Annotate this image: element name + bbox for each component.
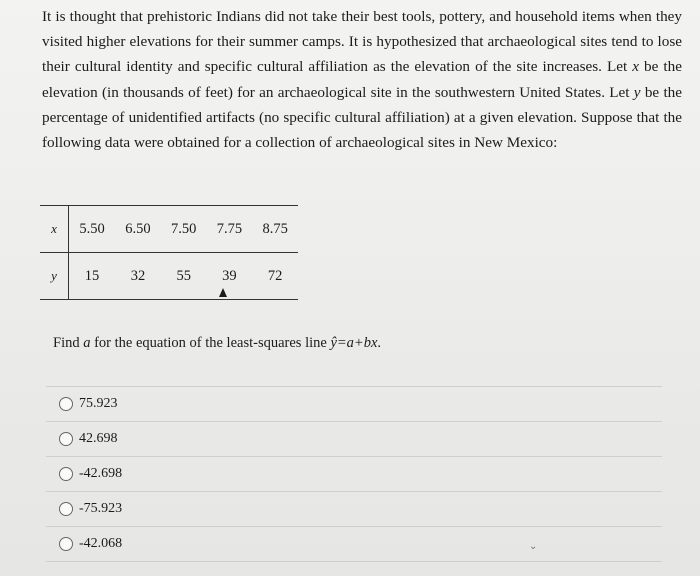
question-prefix: Find: [53, 335, 84, 351]
mouse-cursor-icon: [219, 288, 227, 297]
table-row-y: [40, 253, 298, 300]
data-table: [40, 205, 298, 300]
intro-part-1: It is thought that prehistoric Indians did not take their best tools, pottery, and household items when they visited higher elevations for their summer camps. It is hypothesized that archaeological sites tend to lose their cultural identity and specific cultural affiliation as the elevation of the site increases. Let: [42, 8, 682, 76]
var-x: x: [632, 58, 640, 76]
answer-option[interactable]: [46, 492, 662, 527]
answer-option-label: 75.923: [79, 396, 118, 411]
x-value: 7.75: [207, 206, 253, 253]
answer-option-label: -42.698: [79, 466, 123, 481]
answer-option[interactable]: [46, 422, 662, 457]
radio-button-icon[interactable]: [59, 467, 73, 481]
radio-button-icon[interactable]: [59, 397, 73, 411]
table-row-x: [40, 206, 298, 253]
var-a: a: [83, 335, 91, 351]
x-value: 8.75: [252, 206, 298, 253]
row-header-x: x: [40, 206, 69, 253]
x-value: 6.50: [115, 206, 161, 253]
question-middle: for the equation of the least-squares line: [90, 335, 331, 351]
problem-statement: [42, 4, 682, 155]
x-value: 7.50: [161, 206, 207, 253]
answer-option-label: -42.068: [79, 536, 123, 551]
radio-button-icon[interactable]: [59, 432, 73, 446]
radio-button-icon[interactable]: [59, 537, 73, 551]
regression-equation: ŷ=a+bx: [330, 335, 378, 351]
y-value: 72: [252, 253, 298, 300]
answer-option[interactable]: [46, 527, 662, 562]
answer-option[interactable]: [46, 386, 662, 422]
answer-option-label: 42.698: [79, 431, 118, 446]
scroll-indicator-icon: ⌄: [529, 541, 538, 552]
intro-part-3: be the percentage of unidentified artifacts (no specific cultural affiliation) at a given elevation. Suppose that the following data were obtained for a collection of archaeological sites in New Mexico:: [42, 83, 682, 152]
y-value: 15: [69, 253, 116, 300]
y-value: 39: [207, 253, 253, 300]
answer-option[interactable]: [46, 457, 662, 492]
question-suffix: .: [377, 335, 382, 351]
x-value: 5.50: [69, 206, 116, 253]
answer-option-label: -75.923: [79, 501, 123, 516]
intro-part-2: be the elevation (in thousands of feet) for an archaeological site in the southwestern United States. Let: [42, 58, 682, 101]
y-value: 55: [161, 253, 207, 300]
radio-button-icon[interactable]: [59, 502, 73, 516]
answer-options: [46, 386, 662, 562]
question-prompt: [53, 335, 381, 352]
y-value: 32: [115, 253, 161, 300]
row-header-y: y: [40, 253, 69, 300]
var-y: y: [633, 83, 641, 101]
